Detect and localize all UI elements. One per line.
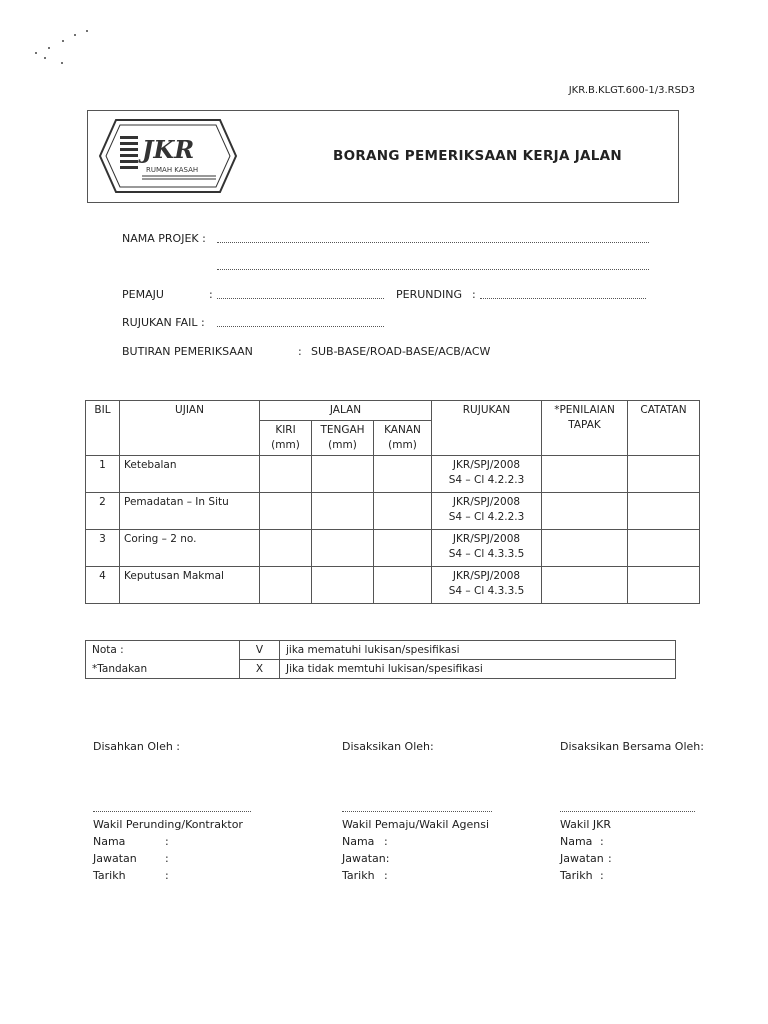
perunding-label: PERUNDING bbox=[396, 288, 462, 301]
ref-line2: S4 – Cl 4.2.2.3 bbox=[448, 474, 525, 486]
table-row bbox=[86, 493, 700, 530]
signature-line[interactable] bbox=[342, 793, 492, 812]
header-box bbox=[87, 110, 679, 203]
row-bil: 3 bbox=[86, 530, 120, 567]
butiran-colon: : bbox=[298, 345, 302, 358]
signature-line[interactable] bbox=[93, 793, 251, 812]
col-tengah-unit: (mm) bbox=[328, 439, 357, 451]
pemaju-field[interactable] bbox=[217, 298, 384, 299]
form-title: BORANG PEMERIKSAAN KERJA JALAN bbox=[333, 148, 623, 164]
cell-kiri[interactable] bbox=[260, 530, 312, 567]
ref-line2: S4 – Cl 4.2.2.3 bbox=[448, 511, 525, 523]
signature-block-pemaju bbox=[342, 738, 542, 884]
perunding-colon: : bbox=[472, 288, 476, 301]
document-code: JKR.B.KLGT.600-1/3.RSD3 bbox=[568, 85, 695, 96]
inspection-table bbox=[85, 400, 700, 604]
signature-block-perunding bbox=[93, 738, 293, 884]
butiran-value: SUB-BASE/ROAD-BASE/ACB/ACW bbox=[311, 345, 491, 358]
signature-role: Wakil Pemaju/Wakil Agensi bbox=[342, 818, 490, 831]
nama-sep: : bbox=[384, 835, 388, 848]
col-penilaian-line1: *PENILAIAN bbox=[554, 404, 615, 416]
jawatan-label: Jawatan bbox=[93, 852, 137, 865]
nama-projek-field-2[interactable] bbox=[217, 269, 649, 270]
cell-catatan[interactable] bbox=[628, 493, 700, 530]
cell-kiri[interactable] bbox=[260, 456, 312, 493]
row-rujukan bbox=[432, 530, 542, 567]
col-tengah bbox=[312, 421, 374, 456]
nama-label: Nama bbox=[560, 835, 593, 848]
row-ujian: Keputusan Makmal bbox=[120, 567, 260, 604]
note-symbol-x: X bbox=[240, 660, 280, 679]
nama-projek-field[interactable] bbox=[217, 242, 649, 243]
jawatan-sep: : bbox=[608, 852, 612, 865]
cell-catatan[interactable] bbox=[628, 456, 700, 493]
signature-role: Wakil JKR bbox=[560, 818, 611, 831]
ref-line1: JKR/SPJ/2008 bbox=[452, 533, 521, 545]
cell-penilaian[interactable] bbox=[542, 456, 628, 493]
col-kanan-label: KANAN bbox=[384, 424, 421, 436]
col-penilaian-line2: TAPAK bbox=[568, 419, 601, 431]
cell-catatan[interactable] bbox=[628, 530, 700, 567]
signature-heading: Disaksikan Bersama Oleh: bbox=[560, 740, 704, 753]
row-rujukan bbox=[432, 493, 542, 530]
table-row bbox=[86, 567, 700, 604]
nama-sep: : bbox=[165, 835, 169, 848]
col-kiri-label: KIRI bbox=[275, 424, 296, 436]
col-jalan: JALAN bbox=[260, 401, 432, 421]
row-ujian: Coring – 2 no. bbox=[120, 530, 260, 567]
cell-tengah[interactable] bbox=[312, 493, 374, 530]
table-row bbox=[86, 530, 700, 567]
cell-kanan[interactable] bbox=[374, 456, 432, 493]
tandakan-label: *Tandakan bbox=[86, 660, 240, 679]
cell-kanan[interactable] bbox=[374, 530, 432, 567]
row-ujian: Ketebalan bbox=[120, 456, 260, 493]
cell-penilaian[interactable] bbox=[542, 493, 628, 530]
nama-label: Nama bbox=[93, 835, 126, 848]
perunding-field[interactable] bbox=[480, 298, 646, 299]
cell-penilaian[interactable] bbox=[542, 530, 628, 567]
nota-label: Nota : bbox=[86, 641, 240, 660]
col-tengah-label: TENGAH bbox=[320, 424, 365, 436]
note-text-v: jika mematuhi lukisan/spesifikasi bbox=[280, 641, 676, 660]
tarikh-label: Tarikh bbox=[93, 869, 126, 882]
col-kiri-unit: (mm) bbox=[271, 439, 300, 451]
tarikh-sep: : bbox=[600, 869, 604, 882]
pemaju-label: PEMAJU bbox=[122, 288, 164, 301]
cell-tengah[interactable] bbox=[312, 456, 374, 493]
cell-catatan[interactable] bbox=[628, 567, 700, 604]
signature-heading: Disahkan Oleh : bbox=[93, 740, 181, 753]
tarikh-label: Tarikh bbox=[560, 869, 593, 882]
rujukan-fail-field[interactable] bbox=[217, 326, 384, 327]
col-penilaian bbox=[542, 401, 628, 456]
col-catatan: CATATAN bbox=[628, 401, 700, 456]
cell-kiri[interactable] bbox=[260, 493, 312, 530]
signature-block-jkr bbox=[560, 738, 720, 884]
jawatan-label: Jawatan: bbox=[342, 852, 390, 865]
col-kanan bbox=[374, 421, 432, 456]
tarikh-sep: : bbox=[384, 869, 388, 882]
logo-subtext: RUMAH KASAH bbox=[146, 166, 199, 174]
row-bil: 1 bbox=[86, 456, 120, 493]
note-symbol-v: V bbox=[240, 641, 280, 660]
row-rujukan bbox=[432, 567, 542, 604]
cell-tengah[interactable] bbox=[312, 530, 374, 567]
col-kanan-unit: (mm) bbox=[388, 439, 417, 451]
ref-line1: JKR/SPJ/2008 bbox=[452, 459, 521, 471]
tarikh-sep: : bbox=[165, 869, 169, 882]
butiran-label: BUTIRAN PEMERIKSAAN bbox=[122, 345, 253, 358]
ref-line2: S4 – Cl 4.3.3.5 bbox=[448, 585, 525, 597]
pemaju-colon: : bbox=[209, 288, 213, 301]
signature-heading: Disaksikan Oleh: bbox=[342, 740, 434, 753]
rujukan-fail-label: RUJUKAN FAIL : bbox=[122, 316, 205, 329]
nama-label: Nama bbox=[342, 835, 375, 848]
col-kiri bbox=[260, 421, 312, 456]
col-ujian: UJIAN bbox=[120, 401, 260, 456]
note-text-x: Jika tidak memtuhi lukisan/spesifikasi bbox=[280, 660, 676, 679]
jkr-logo bbox=[98, 118, 238, 194]
cell-penilaian[interactable] bbox=[542, 567, 628, 604]
ref-line1: JKR/SPJ/2008 bbox=[452, 496, 521, 508]
ref-line1: JKR/SPJ/2008 bbox=[452, 570, 521, 582]
cell-kanan[interactable] bbox=[374, 493, 432, 530]
jawatan-sep: : bbox=[165, 852, 169, 865]
tarikh-label: Tarikh bbox=[342, 869, 375, 882]
signature-role: Wakil Perunding/Kontraktor bbox=[93, 818, 243, 831]
signature-line[interactable] bbox=[560, 793, 695, 812]
cell-tengah[interactable] bbox=[312, 567, 374, 604]
logo-text: JKR bbox=[142, 135, 195, 164]
note-table bbox=[85, 640, 676, 679]
jawatan-label: Jawatan bbox=[560, 852, 604, 865]
col-bil: BIL bbox=[86, 401, 120, 456]
ref-line2: S4 – Cl 4.3.3.5 bbox=[448, 548, 525, 560]
col-rujukan: RUJUKAN bbox=[432, 401, 542, 456]
row-ujian: Pemadatan – In Situ bbox=[120, 493, 260, 530]
cell-kiri[interactable] bbox=[260, 567, 312, 604]
row-rujukan bbox=[432, 456, 542, 493]
table-row bbox=[86, 456, 700, 493]
nama-sep: : bbox=[600, 835, 604, 848]
cell-kanan[interactable] bbox=[374, 567, 432, 604]
row-bil: 2 bbox=[86, 493, 120, 530]
row-bil: 4 bbox=[86, 567, 120, 604]
nama-projek-label: NAMA PROJEK : bbox=[122, 232, 206, 245]
